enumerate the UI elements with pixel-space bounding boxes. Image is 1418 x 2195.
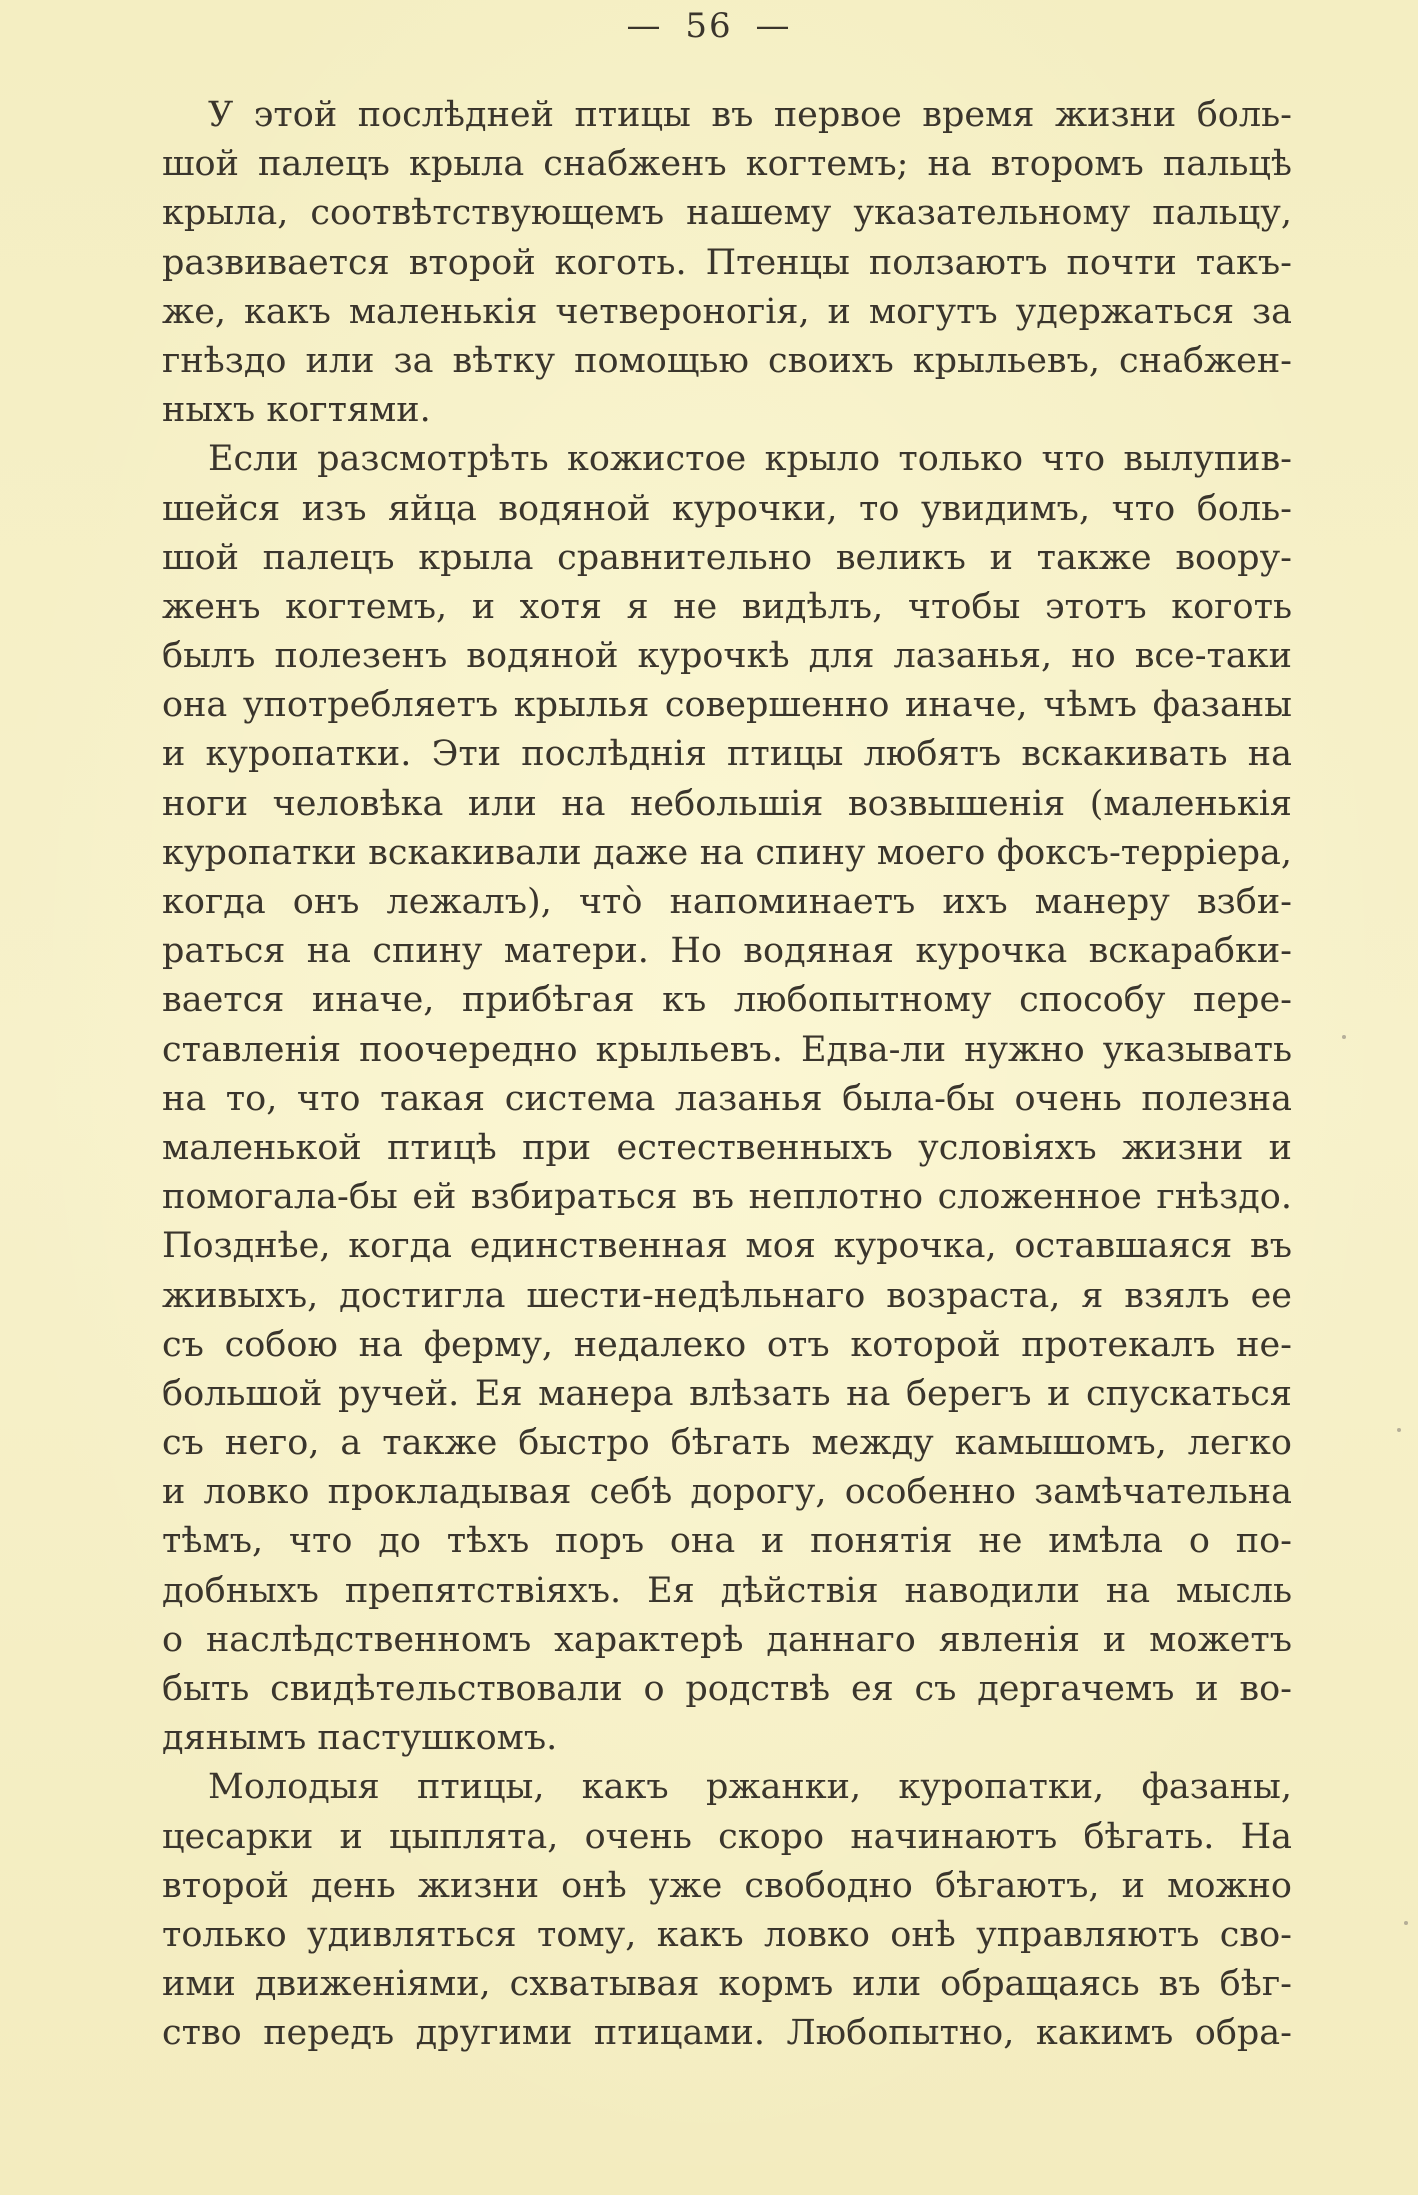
paper-speck <box>1404 1921 1408 1925</box>
page-number-dash-right: — <box>755 6 792 46</box>
paper-speck <box>1342 1035 1346 1039</box>
text-line: на то, что такая система лазанья была-бы очень полезна <box>162 1078 1292 1119</box>
page-number-header <box>0 2 1418 50</box>
text-line: она употребляетъ крылья совершенно иначе, чѣмъ фазаны <box>162 685 1292 726</box>
text-line: добныхъ препятствіяхъ. Ея дѣйствія наводили на мысль <box>162 1570 1292 1611</box>
text-line: гнѣздо или за вѣтку помощью своихъ крыльевъ, снабжен- <box>162 340 1292 381</box>
text-line: шой палецъ крыла снабженъ когтемъ; на второмъ пальцѣ <box>162 144 1292 185</box>
text-line: ство передъ другими птицами. Любопытно, какимъ обра- <box>162 2013 1292 2054</box>
text-line-paragraph-start: Если разсмотрѣть кожистое крыло только что вылупив- <box>208 439 1292 480</box>
text-line-paragraph-end: ныхъ когтями. <box>162 390 431 431</box>
text-line-paragraph-start: У этой послѣдней птицы въ первое время жизни боль- <box>208 95 1292 135</box>
page-number-dash-left: — <box>626 6 663 46</box>
text-line: живыхъ, достигла шести-недѣльнаго возраста, я взялъ ее <box>162 1275 1292 1316</box>
text-line: ноги человѣка или на небольшія возвышенія (маленькія <box>162 783 1292 824</box>
text-line: раться на спину матери. Но водяная курочка вскарабки- <box>162 931 1292 972</box>
text-line: о наслѣдственномъ характерѣ даннаго явленія и можетъ <box>162 1619 1292 1660</box>
text-line: же, какъ маленькія четвероногія, и могутъ удержаться за <box>162 291 1292 332</box>
text-line: цесарки и цыплята, очень скоро начинаютъ бѣгать. На <box>162 1816 1292 1857</box>
text-line: былъ полезенъ водяной курочкѣ для лазанья, но все-таки <box>162 636 1292 677</box>
text-line: ставленія поочередно крыльевъ. Едва-ли нужно указывать <box>162 1029 1292 1070</box>
page-number: 56 <box>685 6 733 46</box>
text-line: ими движеніями, схватывая кормъ или обращаясь въ бѣг- <box>162 1964 1292 2005</box>
text-line: женъ когтемъ, и хотя я не видѣлъ, чтобы этотъ коготь <box>162 586 1292 627</box>
text-line: маленькой птицѣ при естественныхъ условіяхъ жизни и <box>162 1127 1292 1168</box>
text-line: вается иначе, прибѣгая къ любопытному способу пере- <box>162 980 1292 1021</box>
text-line: шой палецъ крыла сравнительно великъ и также воору- <box>162 537 1292 578</box>
text-line: когда онъ лежалъ), что̀ напоминаетъ ихъ манеру взби- <box>162 882 1292 922</box>
text-line: шейся изъ яйца водяной курочки, то увидимъ, что боль- <box>162 488 1292 529</box>
text-line: быть свидѣтельствовали о родствѣ ея съ дергачемъ и во- <box>162 1669 1292 1709</box>
text-line: съ собою на ферму, недалеко отъ которой протекалъ не- <box>162 1324 1292 1365</box>
text-line: тѣмъ, что до тѣхъ поръ она и понятія не имѣла о по- <box>162 1521 1292 1562</box>
text-line: большой ручей. Ея манера влѣзать на берегъ и спускаться <box>162 1373 1292 1414</box>
text-line: и куропатки. Эти послѣднія птицы любятъ вскакивать на <box>162 734 1292 775</box>
text-line-paragraph-start: Молодыя птицы, какъ ржанки, куропатки, фазаны, <box>208 1767 1292 1808</box>
text-line: крыла, соотвѣтствующемъ нашему указательному пальцу, <box>162 193 1292 234</box>
text-line: куропатки вскакивали даже на спину моего фоксъ-терріера, <box>162 832 1292 873</box>
text-line: съ него, а также быстро бѣгать между камышомъ, легко <box>162 1423 1292 1464</box>
body-text <box>162 91 1292 2059</box>
text-line: помогала-бы ей взбираться въ неплотно сложенное гнѣздо. <box>162 1177 1292 1218</box>
paper-speck <box>1397 1428 1401 1432</box>
text-line-paragraph-end: дянымъ пастушкомъ. <box>162 1718 558 1759</box>
text-line: и ловко прокладывая себѣ дорогу, особенно замѣчательна <box>162 1472 1292 1513</box>
text-line: Позднѣе, когда единственная моя курочка, оставшаяся въ <box>162 1226 1292 1267</box>
text-line: развивается второй коготь. Птенцы ползаютъ почти такъ- <box>162 242 1292 283</box>
text-line: только удивляться тому, какъ ловко онѣ управляютъ сво- <box>162 1914 1292 1955</box>
text-line: второй день жизни онѣ уже свободно бѣгаютъ, и можно <box>162 1865 1292 1906</box>
